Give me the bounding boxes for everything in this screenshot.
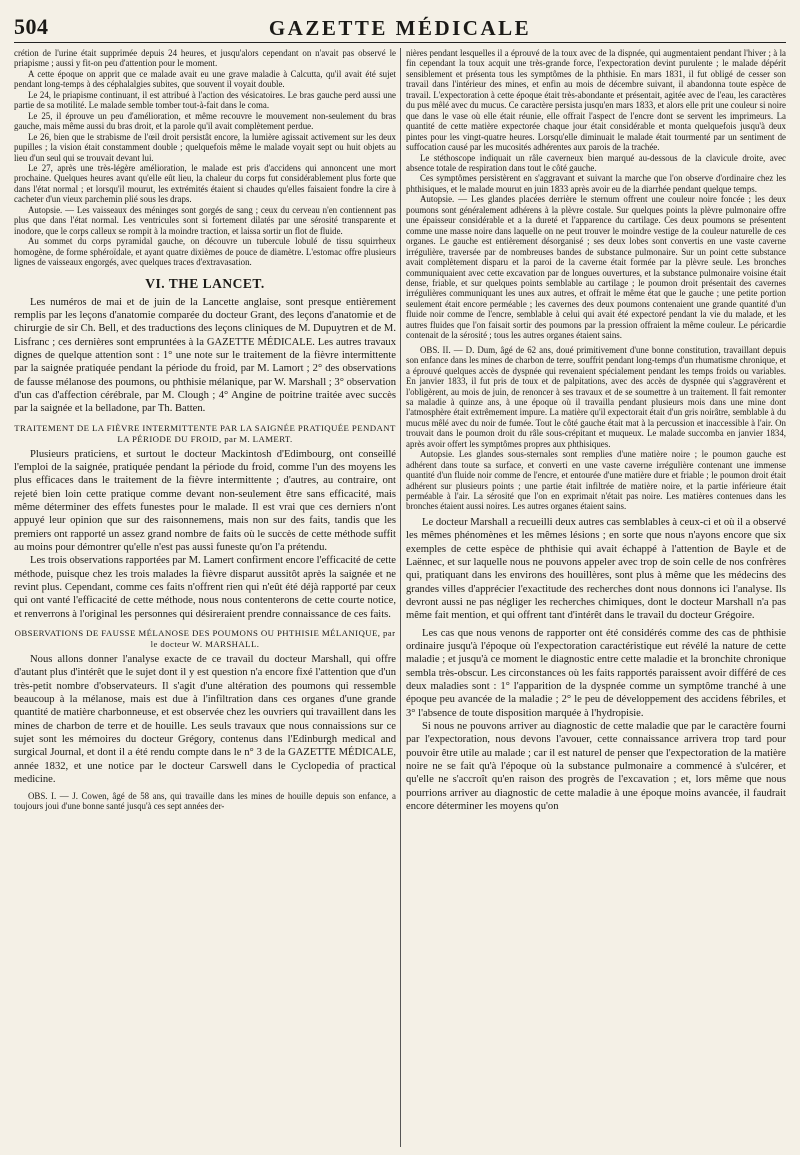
right-column (406, 48, 786, 1147)
subsection-title: TRAITEMENT DE LA FIÈVRE INTERMITTENTE PAR LA SAIGNÉE PRATIQUÉE PENDANT LA PÉRIODE DU FROID, par M. LAMERT. (14, 422, 396, 444)
paragraph: Autopsie. Les glandes sous-sternales sont remplies d'une matière noire ; le poumon gauche est adhérent dans toute sa surface, et converti en une vaste caverne irrégulière contenant une immense quantité d'un fluide noir comme de l'encre, et entourée d'une matière dure et friable ; le poumon droit était adhérent sur plusieurs points ; une partie était infiltrée de matière noire, et la partie inférieure était perméable à l'air. La sérosité que l'on en exprimait n'était pas noire. Les matières contenues dans les bronches étaient aussi noires. Les autres organes étaient sains. (406, 449, 786, 512)
page (14, 12, 786, 1147)
paragraph: Au sommet du corps pyramidal gauche, on découvre un tubercule lobulé de tissu squirrheux homogène, de forme sphéroïdale, et ayant quatre dixièmes de pouce de diamètre. L'estomac offre plusieurs lignes de vaisseaux engorgés, avec quelques traces d'extravasation. (14, 236, 396, 268)
paragraph: Autopsie. — Les glandes placées derrière le sternum offrent une couleur noire foncée ; les deux poumons sont généralement adhérens à la plèvre costale. Sur quelques points la plèvre pulmonaire offre une épaisseur considérable et a la dureté et l'apparence du cartilage. Ces deux poumons se présentent comme une masse noire dans laquelle on ne peut trouver le moindre vestige de la couleur naturelle de ces organes. Le gauche est entièrement désorganisé ; ses deux lobes sont convertis en une vaste caverne irrégulière, traversée par de nombreuses bandes de substance pulmonaire. Sur un point cette substance avait complètement disparu et la paroi de la caverne était formée par la plèvre seule. Les bronches communiquaient avec cette excavation par de longues ouvertures, et la substance pulmonaire voisine était dense, friable, et sur quelques points semblable au cartilage ; le poumon droit présentait des cavernes irrégulières communiquant les unes aux autres, et offrait le même état que le gauche ; une petite portion seulement était encore perméable ; les cavernes des deux poumons contenaient une grande quantité d'un fluide noir comme de l'encre, semblable à celui qui avait été expectoré pendant la vie du malade, et les autres fluides que l'on faisait sortir des poumons par la pression offraient la même couleur. Le péricardie contenait de la sérosité ; tous les autres organes étaient sains. (406, 194, 786, 341)
article-body (14, 48, 786, 1147)
paragraph: crétion de l'urine était supprimée depuis 24 heures, et jusqu'alors cependant on n'avait pas observé le priapisme ; aussi y fit-on peu d'attention pour le moment. (14, 48, 396, 69)
paragraph: Le stéthoscope indiquait un râle caverneux bien marqué au-dessous de la clavicule droite, avec absence totale de respiration dans tout le côté gauche. (406, 152, 786, 173)
page-header (14, 12, 786, 43)
paragraph: Le 25, il éprouve un peu d'amélioration, et même recouvre le mouvement non-seulement du bras gauche, mais même aussi du bras droit, et la parole qu'il avait complètement perdue. (14, 110, 396, 132)
paragraph: OBS. II. — D. Dum, âgé de 62 ans, doué primitivement d'une bonne constitution, travaillant depuis son enfance dans les mines de charbon de terre, souffrit pendant long-temps d'un rhumatisme chronique, et a éprouvé quelques accès de dyspnée qui revenaient spécialement pendant les temps froids ou variables. En janvier 1833, il fut pris de toux et de palpitations, avec des accès de dyspnée qui s'aggravèrent et l'obligèrent, au mois de juin, de renoncer à ses travaux et de se soumettre à un traitement. Il fait remonter sa maladie à quinze ans, à une époque où il travailla pendant plusieurs mois dans une mine dont l'atmosphère était extrêmement impure. La matière qu'il expectorait était d'un gris noirâtre, semblable à du mucus mêlé avec du noir de fumée. Tout le côté gauche était mat à la percussion et inaccessible à l'air. On trouvait dans le poumon droit du râle sous-crépitant et muqueux. Le malade succomba en janvier 1834, après avoir offert les symptômes propres aux phthisiques. (406, 344, 786, 449)
paragraph: nières pendant lesquelles il a éprouvé de la toux avec de la dispnée, qui augmentaient pendant l'hiver ; à la fin cependant la toux acquit une très-grande force, l'expectoration devint purulente ; le malade dépérit sensiblement et présenta tous les symptômes de la phthisie. En mars 1831, il fut obligé de cesser son travail dans l'intérieur des mines, et enfin au mois de décembre suivant, il abandonna toute espèce de travail. L'expectoration à cette époque était très-abondante et présentait, agitée avec de l'eau, les caractères du pus mêlé avec du mucus. Ce caractère persista jusqu'en mars 1833, et alors elle prit une couleur si noire que dans le vase où elle était réunie, elle offrait l'aspect de l'encre dont se servent les imprimeurs. La quantité de cette matière expectorée chaque jour était considérable et monta quelquefois jusqu'à deux pintes pour les vingt-quatre heures. Lorsqu'elle diminuait le malade était tourmenté par un sentiment de suffocation causé par les mucosités adhérentes aux parois de la trachée. (406, 48, 786, 153)
paragraph: Les trois observations rapportées par M. Lamert confirment encore l'efficacité de cette méthode, puisque chez les trois malades la fièvre disparut aussitôt après la saignée et ne revint plus. Cependant, comme ces faits n'offrent rien qui n'eût été déjà rapporté par ceux qui ont vanté l'efficacité de cette méthode, nous nous contenterons de cette courte notice, et renverrons à l'original les personnes qui désireraient prendre connaissance de ces faits. (14, 555, 396, 620)
left-column (14, 48, 396, 1147)
paragraph: Ces symptômes persistèrent en s'aggravant et suivant la marche que l'on observe d'ordinaire chez les phthisiques, et le malade mourut en juin 1833 après avoir eu de la diarrhée pendant quelque temps. (406, 173, 786, 194)
journal-title: GAZETTE MÉDICALE (268, 16, 532, 40)
paragraph: OBS. I. — J. Cowen, âgé de 58 ans, qui travaille dans les mines de houille depuis son enfance, a toujours joui d'une bonne santé jusqu'à ces sept années der- (14, 790, 396, 811)
paragraph: Le 24, le priapisme continuant, il est attribué à l'action des vésicatoires. Le bras gauche perd aussi une partie de sa motilité. Le malade semble tomber tout-à-fait dans le coma. (14, 89, 396, 111)
page-number: 504 (14, 14, 49, 39)
paragraph: Le 26, bien que le strabisme de l'œil droit persistât encore, la lumière agissait activement sur les deux pupilles ; la vision était constamment double ; quelquefois même le malade voyait sept ou huit objets au lieu d'un seul qui se trouvait devant lui. (14, 131, 396, 163)
paragraph: Les numéros de mai et de juin de la Lancette anglaise, sont presque entièrement remplis par les leçons d'anatomie comparée du docteur Grant, des leçons d'anatomie et de chirurgie de sir Ch. Bell, et des traductions des leçons cliniques de M. Dupuytren et de M. Lisfranc ; ces dernières sont empruntées à la GAZETTE MÉDICALE. Les autres travaux dignes de quelque attention sont : 1° une note sur le traitement de la fièvre intermittente par la saignée pratiquée pendant la période du froid, par M. Lamort ; 2° des observations de fausse mélanose des poumons, ou phthisie mélanique, par W. Marshall ; 3° observation d'un cas d'affection cérébrale, par M. Clough ; 4° Angine de poitrine traitée avec succès par la saignée et la belladone, par Th. Batten. (14, 296, 396, 415)
paragraph: Le 27, après une très-légère amélioration, le malade est pris d'accidens qui annoncent une mort prochaine. Quelques heures avant qu'elle eût lieu, la chaleur du corps fut considérablement plus forte que dans l'état normal ; et lorsqu'il mourut, les extrémités étaient si chaudes qu'elles faisaient fondre la cire à cacheter d'un vieux parchemin plié sous les draps. (14, 162, 396, 205)
paragraph: Les cas que nous venons de rapporter ont été considérés comme des cas de phthisie ordinaire jusqu'à l'époque où l'expectoration caractéristique eut révélé la nature de cette maladie ; et jusqu'à ce moment le diagnostic entre cette maladie et la bronchite chronique sembla très-obscur. Les circonstances où les faits rapportés paraissent avoir différé de ces deux maladies sont : 1° l'apparition de la dyspnée comme un symptôme tranché à une époque peu avancée de la maladie ; 2° le peu de développement des accidens fébriles, et 3° l'absence de toute disposition marquée à l'hydropisie. (406, 627, 786, 719)
column-divider (400, 48, 401, 1147)
paragraph: Le docteur Marshall a recueilli deux autres cas semblables à ceux-ci et où il a observé les mêmes phénomènes et les mêmes lésions ; en sorte que nous n'ayons encore que six exemples de cette espèce de phthisie qui avait échappé à l'attention de Bayle et de Laënnec, et sur laquelle nous ne pouvons appeler avec trop de soin celle de nos confrères qui, pratiquant dans les environs des houillères, sont plus à même que les médecins des grandes villes d'apprécier l'exactitude des recherches dont nous donnons ici l'analyse. Ils devront aussi ne pas négliger les recherches chimiques, dont le docteur Marshall n'a pas même fait mention, et qui offrent tant d'intérêt dans le travail du docteur Grégoire. (406, 516, 786, 622)
paragraph: Si nous ne pouvons arriver au diagnostic de cette maladie que par le caractère fourni par l'expectoration, nous devons l'avouer, cette connaissance arrivera trop tard pour pouvoir être utile au malade ; car il est naturel de penser que l'expectoration de la matière noire ne se fait qu'à l'époque où la substance pulmonaire a commencé à s'ulcérer, et qu'elle ne s'accroît qu'en raison des progrès de l'excavation ; et, lors même que nous pourrions arriver au diagnostic de cette maladie à une époque moins avancée, il faudrait encore déterminer les moyens qu'on (406, 721, 786, 813)
paragraph: Plusieurs praticiens, et surtout le docteur Mackintosh d'Edimbourg, ont conseillé l'emploi de la saignée, pratiquée pendant la période du froid, comme l'un des moyens les plus efficaces dans le traitement de la fièvre intermittente ; d'autres, au contraire, ont rejeté bien loin cette pratique comme devant non-seulement être sans efficacité, mais même déterminer des effets funestes pour le malade. Il est vrai que ces derniers n'ont appuyé leur opinion que sur des raisonnemens, mais non sur des faits, tandis que les premiers ont rapporté un assez grand nombre de faits où le succès de cette méthode suffit au moins pour démontrer qu'elle n'est pas aussi funeste qu'on l'a prétendu. (14, 448, 396, 554)
paragraph: A cette époque on apprit que ce malade avait eu une grave maladie à Calcutta, qu'il avait été sujet pendant long-temps à des céphalalgies subites, que souvent il voyait double. (14, 68, 396, 90)
subsection-title: OBSERVATIONS DE FAUSSE MÉLANOSE DES POUMONS OU PHTHISIE MÉLANIQUE, par le docteur W. MARSHALL. (14, 628, 396, 650)
paragraph: Nous allons donner l'analyse exacte de ce travail du docteur Marshall, qui offre d'autant plus d'intérêt que le sujet dont il y est question n'a encore fixé l'attention que d'un très-petit nombre d'observateurs. Il s'agit d'une altération des poumons qui ressemble beaucoup à la mélanose, mais est due à l'infiltration dans ces organes d'une grande quantité de matière charbonneuse, et est observée chez les ouvriers qui travaillent dans les mines de charbon de terre et de houille. Les seuls travaux que nous connaissions sur ce sujet sont les mémoires du docteur Grégory, contenus dans l'Edinburgh medical and surgical Journal, et dont il a été rendu compte dans le n° 3 de la GAZETTE MÉDICALE, année 1832, et une notice par le docteur Carswell dans le Cyclopedia of practical medicine. (14, 654, 396, 786)
section-title: VI. THE LANCET. (145, 275, 265, 291)
paragraph: Autopsie. — Les vaisseaux des méninges sont gorgés de sang ; ceux du cerveau n'en contiennent pas plus que dans l'état normal. Les ventricules sont si fortement dilatés par une sérosité transparente et inodore, que le corps calleux se rompit à la moindre traction, et laissa sortir un flot de fluide. (14, 204, 396, 236)
